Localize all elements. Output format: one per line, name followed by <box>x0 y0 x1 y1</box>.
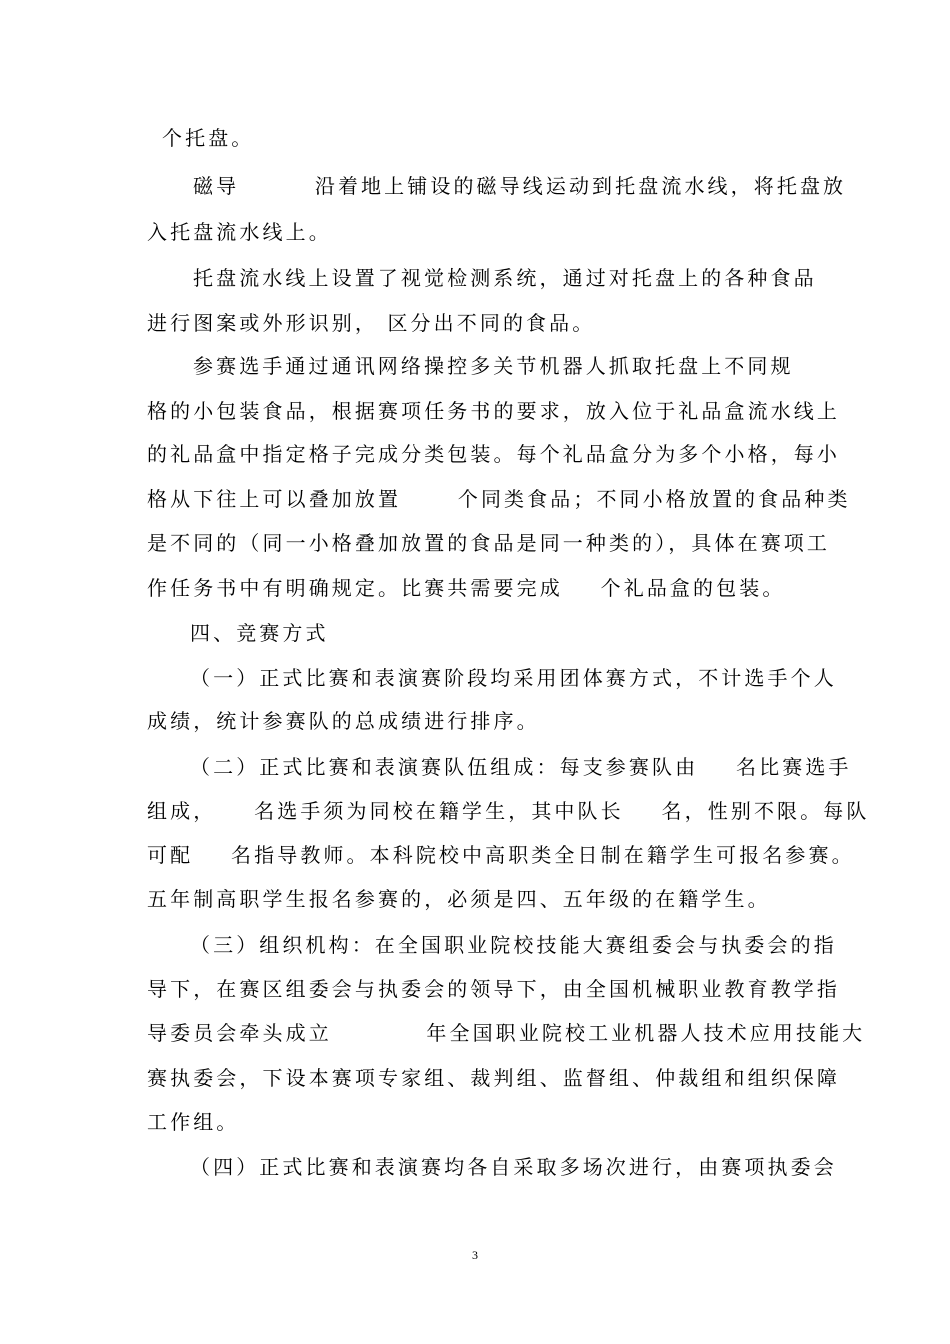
text-line: 作任务书中有明确规定。比赛共需要完成 个礼品盒的包装。 <box>147 576 786 600</box>
text-line: 参赛选手通过通讯网络操控多关节机器人抓取托盘上不同规 <box>193 354 794 378</box>
text-line: 是不同的（同一小格叠加放置的食品是同一种类的），具体在赛项工 <box>147 531 830 555</box>
text-line: 五年制高职学生报名参赛的，必须是四、五年级的在籍学生。 <box>147 887 771 911</box>
text-line: 进行图案或外形识别， 区分出不同的食品。 <box>147 311 596 335</box>
text-line: （一）正式比赛和表演赛阶段均采用团体赛方式，不计选手个人 <box>190 666 837 690</box>
text-line: 成绩，统计参赛队的总成绩进行排序。 <box>147 709 540 733</box>
text-line: 赛执委会，下设本赛项专家组、裁判组、监督组、仲裁组和组织保障 <box>147 1066 840 1090</box>
text-line: 可配 名指导教师。本科院校中高职类全日制在籍学生可报名参赛。 <box>147 843 855 867</box>
text-line: 格的小包装食品，根据赛项任务书的要求，放入位于礼品盒流水线上 <box>147 399 840 423</box>
text-line: 入托盘流水线上。 <box>147 220 332 244</box>
text-line: 磁导 沿着地上铺设的磁导线运动到托盘流水线，将托盘放 <box>193 174 847 198</box>
text-line: 组成， 名选手须为同校在籍学生，其中队长 名，性别不限。每队 <box>147 799 870 823</box>
text-line: 工作组。 <box>147 1110 240 1134</box>
text-line: 格从下往上可以叠加放置 个同类食品；不同小格放置的食品种类 <box>147 487 851 511</box>
text-line: 托盘流水线上设置了视觉检测系统，通过对托盘上的各种食品 <box>193 266 817 290</box>
section-heading: 四、竞赛方式 <box>190 621 329 645</box>
text-line: （二）正式比赛和表演赛队伍组成：每支参赛队由 名比赛选手 <box>190 755 852 779</box>
text-line: 个托盘。 <box>162 126 255 150</box>
page-number: 3 <box>472 1248 478 1262</box>
text-line: 导下，在赛区组委会与执委会的领导下，由全国机械职业教育教学指 <box>147 977 840 1001</box>
text-line: （四）正式比赛和表演赛均各自采取多场次进行，由赛项执委会 <box>190 1155 837 1179</box>
text-line: 导委员会牵头成立 年全国职业院校工业机器人技术应用技能大 <box>147 1021 866 1045</box>
text-line: 的礼品盒中指定格子完成分类包装。每个礼品盒分为多个小格，每小 <box>147 442 840 466</box>
text-line: （三）组织机构：在全国职业院校技能大赛组委会与执委会的指 <box>190 933 837 957</box>
